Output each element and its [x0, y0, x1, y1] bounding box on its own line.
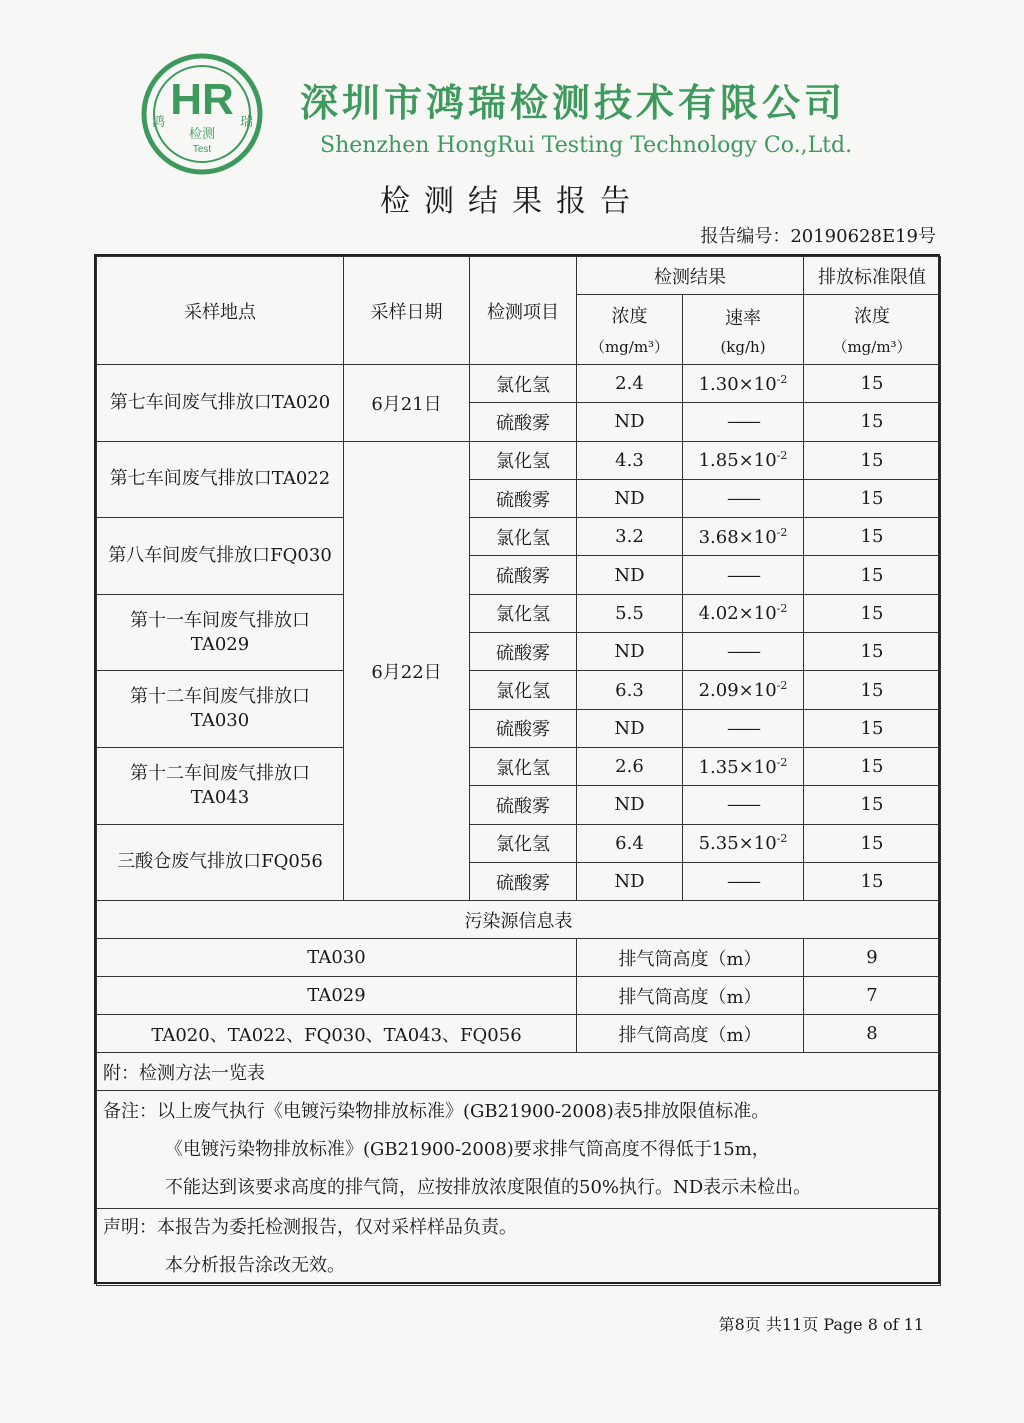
pollution-source-row — [97, 1015, 941, 1053]
rate-mantissa: —— — [727, 641, 759, 663]
test-item: 硫酸雾 — [470, 709, 577, 747]
test-item: 硫酸雾 — [470, 633, 577, 671]
rate-mantissa: —— — [727, 871, 759, 892]
sampling-date: 6月21日 — [344, 365, 470, 442]
rate-mantissa: —— — [727, 717, 759, 739]
test-item: 硫酸雾 — [470, 786, 577, 824]
result-row — [97, 747, 941, 785]
test-item: 氯化氢 — [470, 441, 577, 479]
concentration-value: 6.3 — [577, 671, 683, 709]
rate-value — [683, 747, 804, 785]
pollution-source-row — [97, 977, 941, 1015]
sampling-location: 第七车间废气排放口TA020 — [97, 365, 344, 442]
remark-line: 备注：以上废气执行《电镀污染物排放标准》(GB21900-2008)表5排放限值标准。 — [103, 1100, 770, 1122]
pollution-source-title: 污染源信息表 — [97, 901, 941, 939]
sampling-date: 6月22日 — [344, 441, 470, 901]
test-item: 氯化氢 — [470, 747, 577, 785]
ps-value: 8 — [804, 1015, 941, 1053]
ps-value: 9 — [804, 939, 941, 977]
result-row — [97, 441, 941, 479]
test-item: 氯化氢 — [470, 671, 577, 709]
header-date: 采样日期 — [344, 257, 470, 365]
logo-text: HR — [170, 75, 234, 124]
sampling-location: 第十二车间废气排放口TA043 — [97, 747, 344, 824]
header-result-group: 检测结果 — [577, 257, 804, 295]
rate-mantissa: 2.09×10 — [698, 680, 777, 702]
attachment-note: 附：检测方法一览表 — [97, 1053, 941, 1091]
rate-mantissa: 1.30×10 — [698, 373, 777, 395]
rate-mantissa: 1.85×10 — [698, 450, 777, 472]
rate-mantissa: 3.68×10 — [698, 526, 777, 548]
page-number: 第8页 共11页 Page 8 of 11 — [718, 1315, 924, 1334]
limit-value: 15 — [804, 709, 941, 747]
sampling-location: 三酸仓废气排放口FQ056 — [97, 824, 344, 901]
ps-name: TA030 — [97, 939, 577, 977]
limit-value: 15 — [804, 671, 941, 709]
test-item: 硫酸雾 — [470, 556, 577, 594]
rate-value — [683, 786, 804, 824]
rate-mantissa: —— — [727, 794, 759, 816]
rate-value — [683, 594, 804, 632]
ps-param: 排气筒高度（m） — [577, 1015, 804, 1053]
rate-value — [683, 671, 804, 709]
rate-exponent: -2 — [776, 449, 788, 463]
rate-value — [683, 633, 804, 671]
ps-name: TA020、TA022、FQ030、TA043、FQ056 — [97, 1015, 577, 1053]
results-table-frame — [94, 254, 940, 1284]
rate-exponent: -2 — [776, 372, 788, 386]
concentration-value: 3.2 — [577, 518, 683, 556]
limit-value: 15 — [804, 786, 941, 824]
company-name-en: Shenzhen HongRui Testing Technology Co.,Ltd. — [320, 133, 853, 158]
rate-value — [683, 403, 804, 441]
svg-text:Test: Test — [192, 144, 212, 155]
header-limit-conc-label: 浓度 — [854, 306, 890, 327]
limit-value: 15 — [804, 633, 941, 671]
remarks — [97, 1091, 941, 1209]
pollution-source-row — [97, 939, 941, 977]
concentration-value: ND — [577, 479, 683, 517]
header-limit-group: 排放标准限值 — [804, 257, 941, 295]
ps-value: 7 — [804, 977, 941, 1015]
rate-value — [683, 862, 804, 900]
company-name-cn: 深圳市鸿瑞检测技术有限公司 — [300, 80, 847, 125]
test-item: 氯化氢 — [470, 365, 577, 403]
test-item: 硫酸雾 — [470, 479, 577, 517]
test-item: 氯化氢 — [470, 518, 577, 556]
header-limit-conc — [804, 295, 941, 365]
sampling-location: 第八车间废气排放口FQ030 — [97, 518, 344, 595]
rate-value — [683, 556, 804, 594]
concentration-value: ND — [577, 556, 683, 594]
result-row — [97, 594, 941, 632]
ps-name: TA029 — [97, 977, 577, 1015]
statement — [97, 1209, 941, 1286]
concentration-value: 6.4 — [577, 824, 683, 862]
ps-param: 排气筒高度（m） — [577, 939, 804, 977]
svg-text:检测: 检测 — [188, 127, 216, 142]
result-row — [97, 671, 941, 709]
header-rate-unit: (kg/h) — [720, 337, 766, 356]
limit-value: 15 — [804, 747, 941, 785]
concentration-value: 4.3 — [577, 441, 683, 479]
header-rate — [683, 295, 804, 365]
rate-value — [683, 709, 804, 747]
rate-value — [683, 441, 804, 479]
limit-value: 15 — [804, 594, 941, 632]
concentration-value: ND — [577, 633, 683, 671]
remark-line: 《电镀污染物排放标准》(GB21900-2008)要求排气筒高度不得低于15m， — [165, 1138, 770, 1160]
rate-value — [683, 479, 804, 517]
svg-text:瑞: 瑞 — [240, 115, 254, 130]
header-limit-unit: （mg/m³） — [832, 338, 912, 356]
rate-mantissa: 1.35×10 — [698, 756, 777, 778]
report-number: 报告编号：20190628E19号 — [700, 226, 936, 247]
header-conc-unit: （mg/m³） — [589, 338, 670, 356]
report-title: 检测结果报告 — [380, 184, 644, 219]
limit-value: 15 — [804, 479, 941, 517]
statement-line: 声明：本报告为委托检测报告，仅对采样样品负责。 — [103, 1217, 517, 1239]
sampling-location: 第七车间废气排放口TA022 — [97, 441, 344, 518]
rate-mantissa: 5.35×10 — [698, 833, 777, 855]
rate-mantissa: 4.02×10 — [698, 603, 777, 625]
limit-value: 15 — [804, 824, 941, 862]
test-item: 氯化氢 — [470, 594, 577, 632]
header-conc-label: 浓度 — [611, 306, 648, 327]
company-logo — [140, 52, 264, 176]
limit-value: 15 — [804, 518, 941, 556]
limit-value: 15 — [804, 403, 941, 441]
rate-exponent: -2 — [776, 679, 788, 693]
rate-value — [683, 518, 804, 556]
rate-exponent: -2 — [776, 832, 788, 846]
result-row — [97, 365, 941, 403]
concentration-value: 2.6 — [577, 747, 683, 785]
header-location: 采样地点 — [97, 257, 344, 365]
sampling-location: 第十二车间废气排放口TA030 — [97, 671, 344, 748]
concentration-value: ND — [577, 786, 683, 824]
rate-exponent: -2 — [776, 755, 788, 769]
rate-exponent: -2 — [776, 525, 788, 539]
concentration-value: ND — [577, 709, 683, 747]
limit-value: 15 — [804, 441, 941, 479]
result-row — [97, 824, 941, 862]
test-item: 硫酸雾 — [470, 403, 577, 441]
remark-line: 不能达到该要求高度的排气筒，应按排放浓度限值的50%执行。ND表示未检出。 — [165, 1176, 812, 1198]
concentration-value: 5.5 — [577, 594, 683, 632]
rate-mantissa: —— — [727, 488, 759, 510]
results-table — [96, 256, 941, 1286]
ps-param: 排气筒高度（m） — [577, 977, 804, 1015]
rate-mantissa: —— — [727, 411, 759, 433]
limit-value: 15 — [804, 556, 941, 594]
header-item: 检测项目 — [470, 257, 577, 365]
test-item: 硫酸雾 — [470, 862, 577, 900]
sampling-location: 第十一车间废气排放口TA029 — [97, 594, 344, 671]
rate-value — [683, 365, 804, 403]
svg-text:鸿: 鸿 — [152, 115, 166, 130]
header-rate-label: 速率 — [725, 307, 761, 329]
limit-value: 15 — [804, 365, 941, 403]
statement-line: 本分析报告涂改无效。 — [165, 1255, 345, 1277]
rate-exponent: -2 — [776, 602, 788, 616]
concentration-value: ND — [577, 862, 683, 900]
test-item: 氯化氢 — [470, 824, 577, 862]
concentration-value: ND — [577, 403, 683, 441]
concentration-value: 2.4 — [577, 365, 683, 403]
result-row — [97, 518, 941, 556]
limit-value: 15 — [804, 862, 941, 900]
header-conc — [577, 295, 683, 365]
rate-mantissa: —— — [727, 564, 759, 586]
rate-value — [683, 824, 804, 862]
